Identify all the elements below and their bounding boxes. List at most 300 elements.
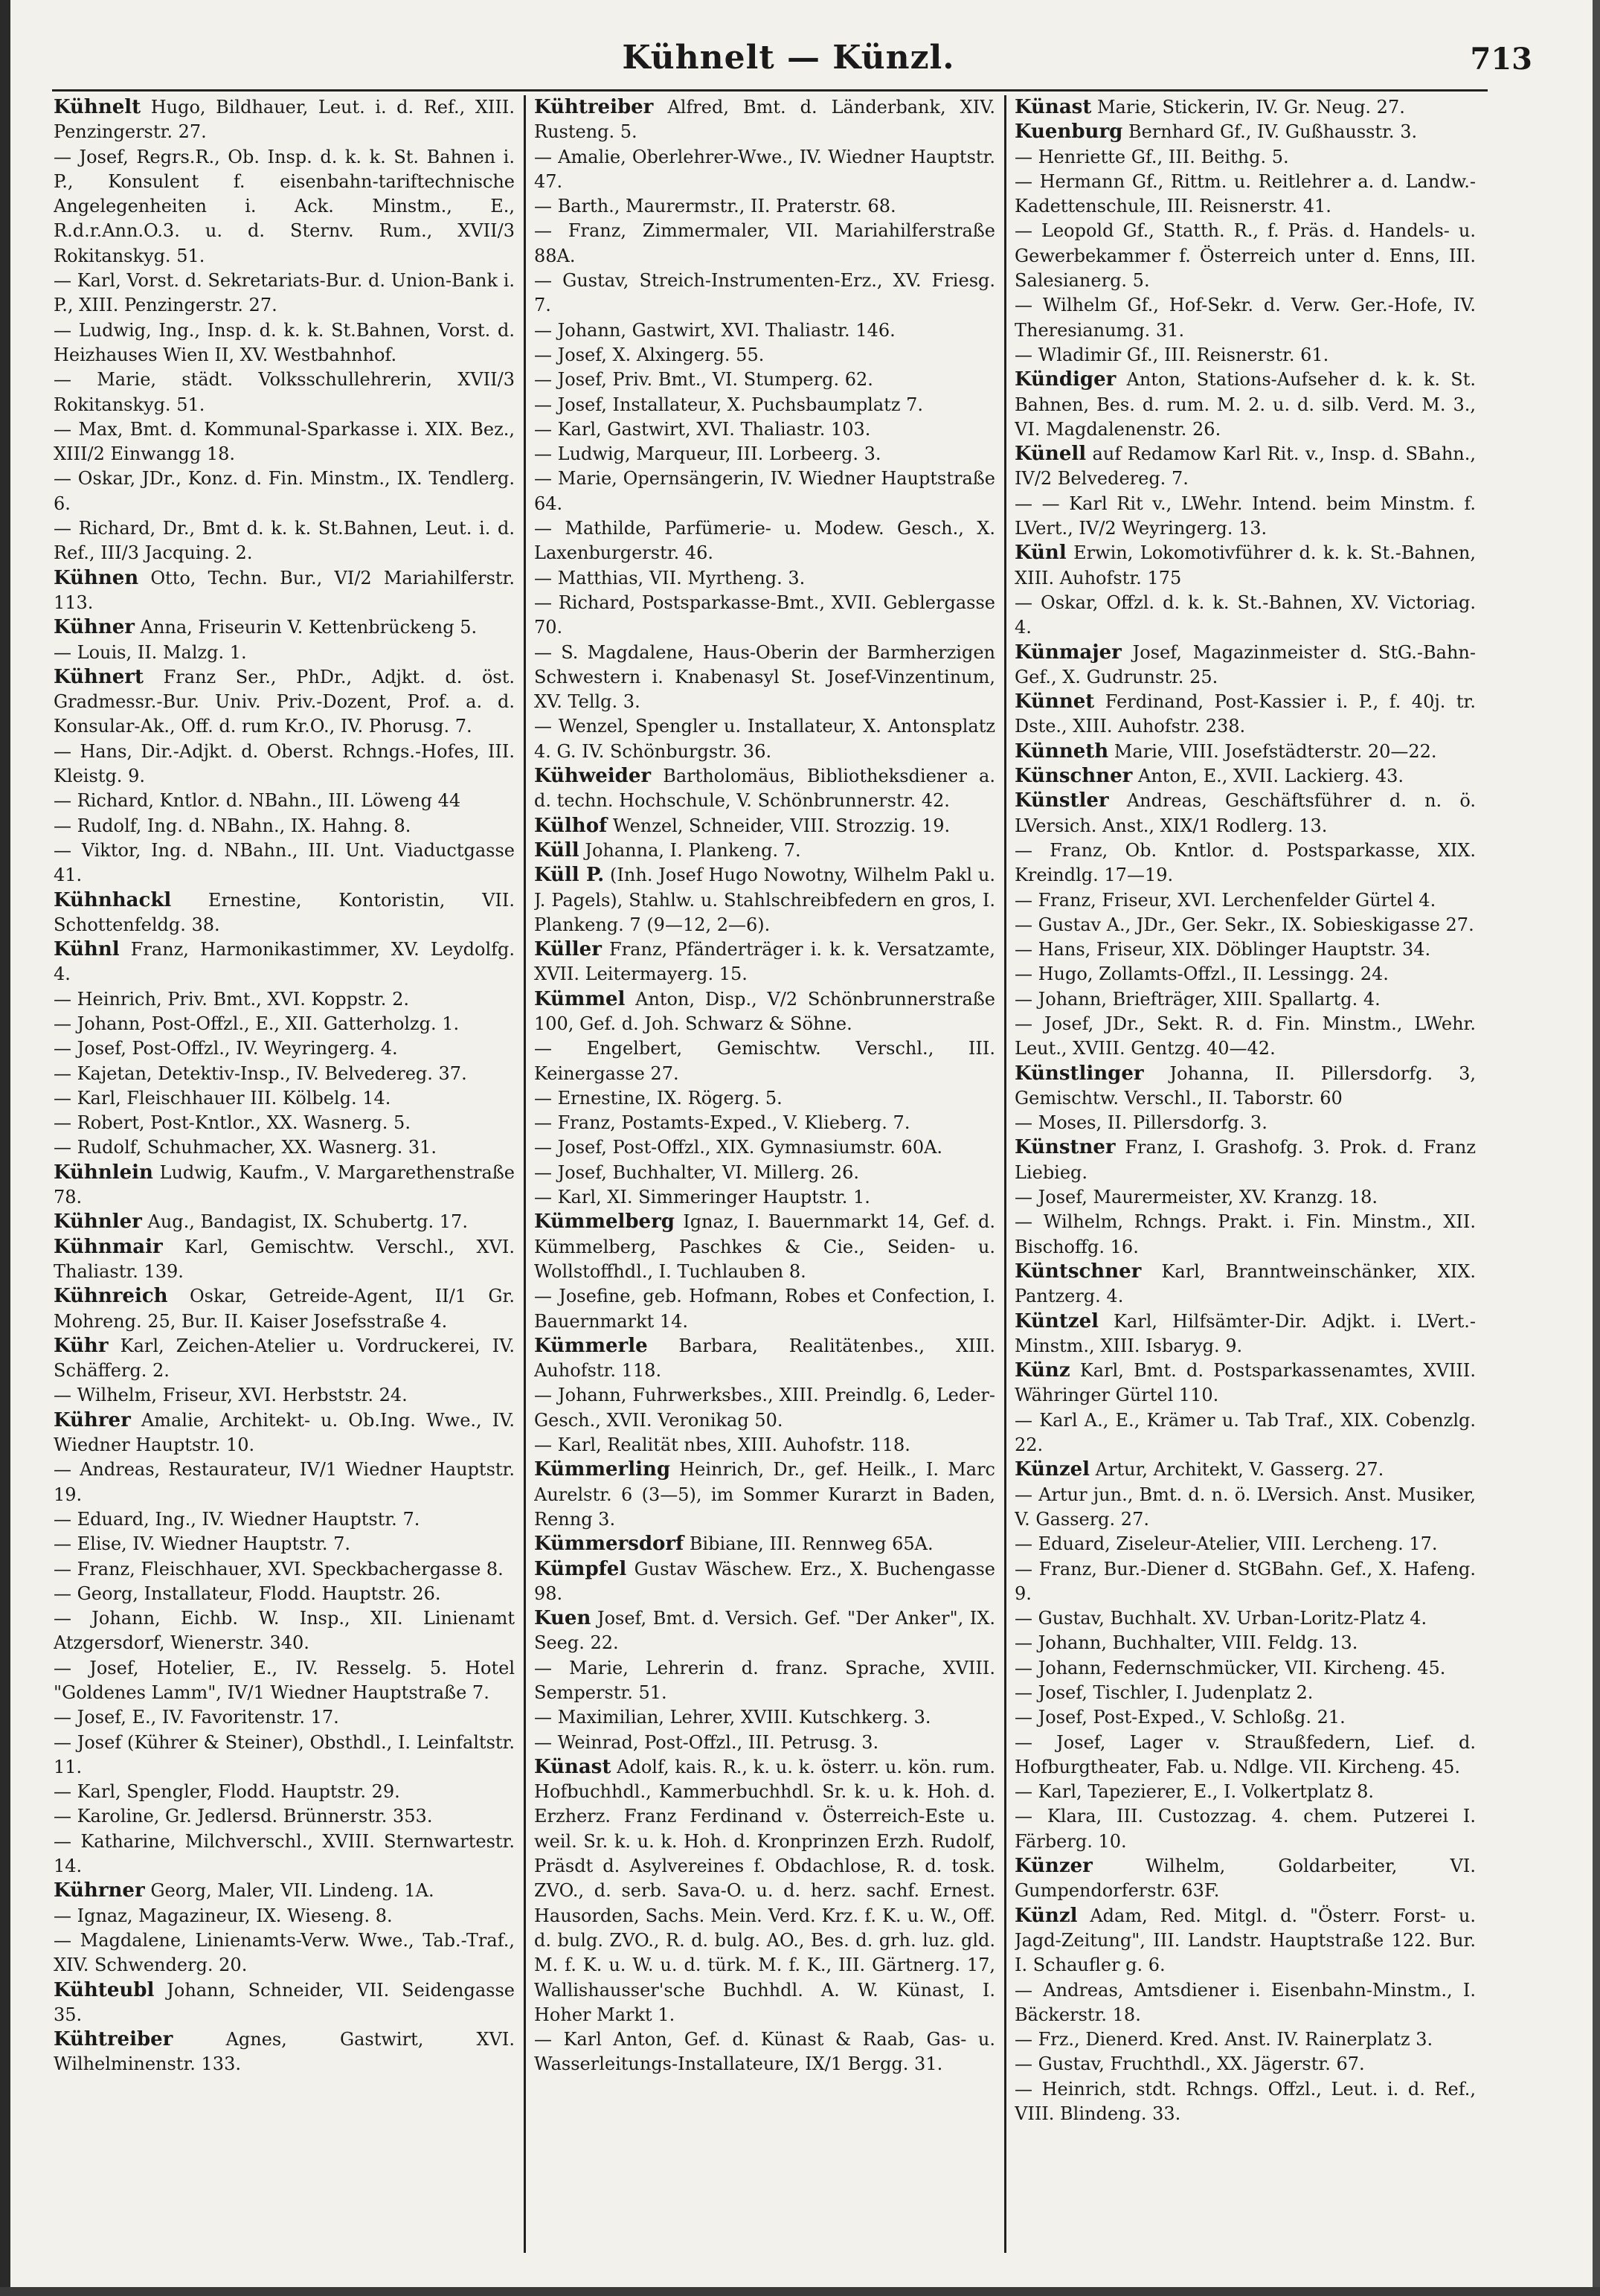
entry-details: — Eduard, Ziseleur-Atelier, VIII. Lercheng. 17. bbox=[1015, 1533, 1438, 1555]
entry-surname: Künz bbox=[1015, 1359, 1070, 1382]
directory-entry bbox=[54, 269, 515, 318]
entry-details: — Hugo, Zollamts-Offzl., II. Lessingg. 24. bbox=[1015, 963, 1389, 985]
entry-details: — Kajetan, Detektiv-Insp., IV. Belvedereg. 37. bbox=[54, 1062, 467, 1084]
entry-details: — Wilhelm, Friseur, XVI. Herbststr. 24. bbox=[54, 1385, 408, 1406]
directory-entry bbox=[534, 1036, 995, 1086]
entry-details: — Katharine, Milchverschl., XVIII. Sternwartestr. 14. bbox=[54, 1830, 515, 1877]
entry-details: Karl, Zeichen-Atelier u. Vordruckerei, IV. Schäfferg. 2. bbox=[54, 1335, 515, 1382]
directory-entry bbox=[1015, 293, 1476, 343]
entry-details: Bernhard Gf., IV. Gußhausstr. 3. bbox=[1122, 121, 1418, 143]
directory-entry bbox=[1015, 1532, 1476, 1556]
directory-entry bbox=[1015, 1260, 1476, 1309]
entry-details: — Josef, E., IV. Favoritenstr. 17. bbox=[54, 1707, 339, 1728]
entry-surname: Kühnreich bbox=[54, 1285, 168, 1308]
entry-surname: Künell bbox=[1015, 443, 1087, 466]
entry-surname: Kühner bbox=[54, 616, 135, 639]
entry-details: Franz, Pfänderträger i. k. k. Versatzamte, XVII. Leitermayerg. 15. bbox=[534, 939, 995, 985]
entry-surname: Kühnen bbox=[54, 566, 139, 589]
entry-details: — Max, Bmt. d. Kommunal-Sparkasse i. XIX. Bez., XIII/2 Einwangg 18. bbox=[54, 418, 515, 465]
directory-entry bbox=[534, 466, 995, 516]
entry-details: — Richard, Kntlor. d. NBahn., III. Löweng 44 bbox=[54, 790, 461, 812]
directory-entry bbox=[54, 1161, 515, 1210]
directory-entry bbox=[534, 2027, 995, 2077]
scan-edge-left bbox=[0, 0, 10, 2296]
directory-entry bbox=[534, 1135, 995, 1160]
entry-details: Marie, VIII. Josefstädterstr. 20—22. bbox=[1108, 740, 1437, 762]
directory-entry bbox=[1015, 1185, 1476, 1210]
entry-surname: Kührer bbox=[54, 1408, 131, 1431]
directory-entry bbox=[54, 1334, 515, 1384]
directory-entry bbox=[1015, 492, 1476, 542]
entry-details: Josef, Bmt. d. Versich. Gef. "Der Anker", IX. Seeg. 22. bbox=[534, 1608, 995, 1654]
directory-entry bbox=[54, 1086, 515, 1111]
entry-surname: Külhof bbox=[534, 814, 608, 837]
directory-entry bbox=[1015, 1606, 1476, 1631]
entry-details: — Karl, Spengler, Flodd. Hauptstr. 29. bbox=[54, 1781, 400, 1803]
entry-details: (Inh. Josef Hugo Nowotny, Wilhelm Pakl u. J. Pagels), Stahlw. u. Stahlschreibfedern en gros, I. Plankeng. 7 (9—12, 2—6). bbox=[534, 865, 995, 935]
entry-details: — Gustav, Buchhalt. XV. Urban-Loritz-Platz 4. bbox=[1015, 1608, 1427, 1629]
entry-details: — Franz, Ob. Kntlor. d. Postsparkasse, XIX. Kreindlg. 17—19. bbox=[1015, 839, 1476, 886]
directory-entry bbox=[534, 1383, 995, 1433]
directory-entry bbox=[534, 219, 995, 269]
entry-details: Johanna, I. Plankeng. 7. bbox=[579, 839, 801, 861]
entry-details: — Josef, Lager v. Straußfedern, Lief. d. Hofburgtheater, Fab. u. Ndlge. VII. Kircheng. 45. bbox=[1015, 1731, 1476, 1777]
directory-entry bbox=[1015, 1483, 1476, 1533]
column-divider-2 bbox=[1004, 95, 1006, 2253]
directory-entry bbox=[54, 1135, 515, 1160]
entry-details: — Josef, JDr., Sekt. R. d. Fin. Minstm., LWehr. Leut., XVIII. Gentzg. 40—42. bbox=[1015, 1013, 1476, 1059]
entry-surname: Kühnl bbox=[54, 938, 120, 961]
entry-details: — Hermann Gf., Rittm. u. Reitlehrer a. d. Landw.-Kadettenschule, III. Reisnerstr. 41. bbox=[1015, 170, 1476, 217]
entry-details: Karl, Bmt. d. Postsparkassenamtes, XVIII. Währinger Gürtel 110. bbox=[1015, 1360, 1476, 1406]
entry-surname: Künzel bbox=[1015, 1458, 1090, 1481]
directory-entry bbox=[534, 566, 995, 591]
entry-details: Oskar, Getreide-Agent, II/1 Gr. Mohreng. 25, Bur. II. Kaiser Josefsstraße 4. bbox=[54, 1286, 515, 1332]
entry-details: Artur, Architekt, V. Gasserg. 27. bbox=[1090, 1459, 1384, 1481]
directory-entry bbox=[1015, 641, 1476, 690]
entry-surname: Kühr bbox=[54, 1334, 109, 1357]
entry-details: — Barth., Maurermstr., II. Praterstr. 68. bbox=[534, 196, 896, 217]
entry-details: — Mathilde, Parfümerie- u. Modew. Gesch., X. Laxenburgerstr. 46. bbox=[534, 518, 995, 564]
entry-details: Aug., Bandagist, IX. Schubertg. 17. bbox=[141, 1211, 468, 1233]
entry-surname: Kühnert bbox=[54, 665, 144, 688]
entry-details: — Karl, XI. Simmeringer Hauptstr. 1. bbox=[534, 1187, 870, 1208]
entry-surname: Kührner bbox=[54, 1879, 145, 1902]
directory-entry bbox=[54, 1284, 515, 1334]
directory-entry bbox=[54, 1383, 515, 1408]
directory-entry bbox=[54, 1062, 515, 1086]
entry-surname: Küller bbox=[534, 938, 602, 961]
directory-entry bbox=[534, 1210, 995, 1284]
entry-details: Wilhelm, Goldarbeiter, VI. Gumpendorferstr. 63F. bbox=[1015, 1856, 1476, 1902]
entry-details: — Matthias, VII. Myrtheng. 3. bbox=[534, 567, 806, 589]
directory-entry bbox=[1015, 1978, 1476, 2028]
directory-entry bbox=[1015, 1681, 1476, 1705]
directory-entry bbox=[1015, 1408, 1476, 1458]
entry-details: — Robert, Post-Kntlor., XX. Wasnerg. 5. bbox=[54, 1112, 411, 1134]
directory-entry bbox=[54, 814, 515, 838]
directory-entry bbox=[1015, 541, 1476, 591]
directory-entry bbox=[534, 1557, 995, 1607]
column-3 bbox=[1015, 95, 1476, 2268]
entry-details: — Wladimir Gf., III. Reisnerstr. 61. bbox=[1015, 344, 1329, 365]
directory-entry bbox=[1015, 368, 1476, 442]
directory-entry bbox=[1015, 1309, 1476, 1359]
entry-details: Anna, Friseurin V. Kettenbrückeng 5. bbox=[134, 617, 478, 638]
directory-entry bbox=[534, 145, 995, 195]
entry-details: Marie, Stickerin, IV. Gr. Neug. 27. bbox=[1091, 97, 1405, 118]
directory-entry bbox=[534, 343, 995, 368]
entry-details: Andreas, Geschäftsführer d. n. ö. LVersich. Anst., XIX/1 Rodlerg. 13. bbox=[1015, 790, 1476, 836]
entry-details: — Amalie, Oberlehrer-Wwe., IV. Wiedner Hauptstr. 47. bbox=[534, 146, 995, 192]
entry-details: — Josef, Priv. Bmt., VI. Stumperg. 62. bbox=[534, 369, 873, 391]
entry-surname: Kündiger bbox=[1015, 368, 1117, 391]
directory-entry bbox=[534, 714, 995, 764]
directory-entry bbox=[54, 1606, 515, 1656]
page-title: Kühnelt — Künzl. bbox=[622, 39, 955, 77]
directory-entry bbox=[534, 194, 995, 219]
directory-entry bbox=[534, 1284, 995, 1334]
entry-details: — — Karl Rit v., LWehr. Intend. beim Minstm. f. LVert., IV/2 Weyringerg. 13. bbox=[1015, 493, 1476, 539]
entry-details: — Henriette Gf., III. Beithg. 5. bbox=[1015, 146, 1289, 167]
directory-entry bbox=[1015, 913, 1476, 937]
entry-details: — Franz, Bur.-Diener d. StGBahn. Gef., X. Hafeng. 9. bbox=[1015, 1558, 1476, 1604]
entry-details: — Wilhelm, Rchngs. Prakt. i. Fin. Minstm., XII. Bischoffg. 16. bbox=[1015, 1211, 1476, 1257]
directory-entry bbox=[54, 987, 515, 1012]
entry-details: — Johann, Gastwirt, XVI. Thaliastr. 146. bbox=[534, 319, 896, 341]
entry-details: — Franz, Friseur, XVI. Lerchenfelder Gürtel 4. bbox=[1015, 889, 1436, 911]
directory-entry bbox=[54, 1780, 515, 1804]
entry-details: — Weinrad, Post-Offzl., III. Petrusg. 3. bbox=[534, 1731, 879, 1753]
directory-entry bbox=[534, 417, 995, 442]
entry-details: — Marie, Lehrerin d. franz. Sprache, XVIII. Semperstr. 51. bbox=[534, 1657, 995, 1703]
directory-entry bbox=[54, 2027, 515, 2077]
scan-edge-bottom bbox=[0, 2287, 1600, 2296]
entry-details: Amalie, Architekt- u. Ob.Ing. Wwe., IV. Wiedner Hauptstr. 10. bbox=[54, 1409, 515, 1456]
directory-entry bbox=[54, 368, 515, 417]
directory-entry bbox=[534, 1458, 995, 1532]
directory-entry bbox=[534, 269, 995, 318]
directory-entry bbox=[54, 566, 515, 616]
directory-entry bbox=[54, 615, 515, 640]
entry-details: — Frz., Dienerd. Kred. Anst. IV. Rainerplatz 3. bbox=[1015, 2029, 1433, 2050]
entry-surname: Kühteubl bbox=[54, 1978, 155, 2001]
entry-details: — Gustav A., JDr., Ger. Sekr., IX. Sobieskigasse 27. bbox=[1015, 914, 1474, 935]
entry-details: — Richard, Postsparkasse-Bmt., XVII. Geblergasse 70. bbox=[534, 591, 995, 638]
directory-entry bbox=[1015, 2077, 1476, 2127]
entry-surname: Küll P. bbox=[534, 864, 605, 887]
directory-entry bbox=[54, 1507, 515, 1532]
entry-surname: Künnet bbox=[1015, 690, 1095, 714]
entry-details: Franz Ser., PhDr., Adjkt. d. öst. Gradmessr.-Bur. Univ. Priv.-Dozent, Prof. a. d. Konsular-Ak., Off. d. rum Kr.O., IV. Phorusg. 7. bbox=[54, 666, 515, 737]
directory-entry bbox=[54, 1731, 515, 1780]
entry-details: Ludwig, Kaufm., V. Margarethenstraße 78. bbox=[54, 1161, 515, 1208]
entry-details: — Elise, IV. Wiedner Hauptstr. 7. bbox=[54, 1533, 351, 1555]
directory-entry bbox=[54, 1458, 515, 1507]
directory-entry bbox=[534, 1433, 995, 1458]
entry-details: — Klara, III. Custozzag. 4. chem. Putzerei I. Färberg. 10. bbox=[1015, 1806, 1476, 1852]
entry-details: Josef, Magazinmeister d. StG.-Bahn-Gef., X. Gudrunstr. 25. bbox=[1015, 641, 1476, 687]
directory-entry bbox=[1015, 1210, 1476, 1260]
entry-surname: Künast bbox=[1015, 96, 1092, 118]
entry-details: — Marie, städt. Volksschullehrerin, XVII/3 Rokitanskyg. 51. bbox=[54, 369, 515, 415]
directory-entry bbox=[54, 516, 515, 566]
entry-details: — Ernestine, IX. Rögerg. 5. bbox=[534, 1087, 783, 1109]
entry-details: — Franz, Fleischhauer, XVI. Speckbachergasse 8. bbox=[54, 1558, 504, 1580]
directory-entry bbox=[1015, 764, 1476, 789]
entry-details: — Leopold Gf., Statth. R., f. Präs. d. Handels- u. Gewerbekammer f. Österreich unter d. Enns, III. Salesianerg. 5. bbox=[1015, 220, 1476, 292]
entry-details: Gustav Wäschew. Erz., X. Buchengasse 98. bbox=[534, 1558, 995, 1604]
entry-details: — Johann, Federnschmücker, VII. Kircheng. 45. bbox=[1015, 1657, 1446, 1678]
entry-details: — Magdalene, Linienamts-Verw. Wwe., Tab.-Traf., XIV. Schwenderg. 20. bbox=[54, 1929, 515, 1976]
entry-details: — Marie, Opernsängerin, IV. Wiedner Hauptstraße 64. bbox=[534, 468, 995, 514]
entry-details: — Louis, II. Malzg. 1. bbox=[54, 641, 247, 663]
directory-entry bbox=[1015, 120, 1476, 144]
entry-details: Wenzel, Schneider, VIII. Strozzig. 19. bbox=[607, 815, 951, 836]
entry-surname: Kühnmair bbox=[54, 1235, 163, 1258]
entry-surname: Künast bbox=[534, 1755, 611, 1778]
directory-entry bbox=[54, 740, 515, 789]
directory-entry bbox=[534, 95, 995, 145]
directory-entry bbox=[54, 95, 515, 145]
directory-entry bbox=[1015, 2052, 1476, 2077]
entry-details: — Karl, Fleischhauer III. Kölbelg. 14. bbox=[54, 1087, 391, 1109]
entry-surname: Künschner bbox=[1015, 765, 1133, 788]
entry-details: Erwin, Lokomotivführer d. k. k. St.-Bahnen, XIII. Auhofstr. 175 bbox=[1015, 542, 1476, 589]
entry-details: — Heinrich, stdt. Rchngs. Offzl., Leut. i. d. Ref., VIII. Blindeng. 33. bbox=[1015, 2078, 1476, 2125]
entry-details: Otto, Techn. Bur., VI/2 Mariahilferstr. 113. bbox=[54, 567, 515, 613]
entry-details: — Heinrich, Priv. Bmt., XVI. Koppstr. 2. bbox=[54, 988, 409, 1010]
directory-entry bbox=[1015, 838, 1476, 888]
directory-entry bbox=[1015, 1111, 1476, 1135]
entry-details: Adolf, kais. R., k. u. k. österr. u. kön. rum. Hofbuchhdl., Kammerbuchhdl. Sr. k. u. k. Hoh. d. Erzherz. Franz Ferdinand v. Österreich-Este u. weil. Sr. k. u. k. Hoh. d. Kronprinzen Erzh. Rudolf, Präsdt d. Asylvereines f. Obdachlose, R. d. tosk. ZVO., d. serb. Sava-O. u. d. herz. sachf. Ernest. Hausorden, Sachs. Mein. Verd. Krz. f. K. u. W., Off. d. bulg. ZVO., R. d. bulg. AO., Bes. d. grh. luz. gld. M. f. K. u. W. u. d. türk. M. f. K., III. Gärtnerg. 17, Wallishausser'sche Buchhdl. A. W. Künast, I. Hoher Markt 1. bbox=[534, 1756, 995, 2025]
directory-entry bbox=[534, 641, 995, 715]
directory-entry bbox=[534, 1086, 995, 1111]
entry-details: — Franz, Zimmermaler, VII. Mariahilferstraße 88A. bbox=[534, 220, 995, 266]
entry-details: — Johann, Fuhrwerksbes., XIII. Preindlg. 6, Leder-Gesch., XVII. Veronikag 50. bbox=[534, 1385, 995, 1431]
entry-details: — Josef, Maurermeister, XV. Kranzg. 18. bbox=[1015, 1187, 1378, 1208]
directory-entry bbox=[1015, 1012, 1476, 1062]
entry-details: Adam, Red. Mitgl. d. "Österr. Forst- u. Jagd-Zeitung", III. Landstr. Hauptstraße 122. Bur. I. Schaufler g. 6. bbox=[1015, 1905, 1476, 1976]
entry-details: Heinrich, Dr., gef. Heilk., I. Marc Aurelstr. 6 (3—5), im Sommer Kurarzt in Baden, Renng 3. bbox=[534, 1459, 995, 1530]
directory-entry bbox=[1015, 987, 1476, 1012]
entry-details: — Engelbert, Gemischtw. Verschl., III. Keinergasse 27. bbox=[534, 1038, 995, 1084]
directory-entry bbox=[534, 1705, 995, 1730]
entry-details: — Josef, Tischler, I. Judenplatz 2. bbox=[1015, 1682, 1314, 1703]
directory-entry bbox=[1015, 1731, 1476, 1780]
entry-details: — Johann, Briefträger, XIII. Spallartg. 4. bbox=[1015, 988, 1381, 1010]
directory-entry bbox=[54, 1210, 515, 1234]
entry-surname: Kühnelt bbox=[54, 96, 141, 118]
entry-details: — Franz, Postamts-Exped., V. Klieberg. 7. bbox=[534, 1112, 910, 1134]
directory-entry bbox=[1015, 690, 1476, 740]
directory-entry bbox=[54, 641, 515, 665]
directory-entry bbox=[54, 318, 515, 368]
entry-details: — Josef, Regrs.R., Ob. Insp. d. k. k. St. Bahnen i. P., Konsulent f. eisenbahn-tariftechnische Angelegenheiten i. Ack. Minstm., E., R.d.r.Ann.O.3. u. d. Sternv. Rum., XVII/3 Rokitanskyg. 51. bbox=[54, 146, 515, 266]
entry-surname: Kuenburg bbox=[1015, 121, 1123, 144]
entry-details: — Johann, Eichb. W. Insp., XII. Linienamt Atzgersdorf, Wienerstr. 340. bbox=[54, 1608, 515, 1654]
entry-surname: Künstler bbox=[1015, 789, 1109, 812]
entry-details: — Rudolf, Ing. d. NBahn., IX. Hahng. 8. bbox=[54, 815, 411, 836]
entry-details: — Gustav, Streich-Instrumenten-Erz., XV. Friesg. 7. bbox=[534, 270, 995, 316]
entry-surname: Kühnhackl bbox=[54, 888, 172, 911]
directory-entry bbox=[54, 789, 515, 813]
entry-surname: Künstlinger bbox=[1015, 1062, 1144, 1085]
directory-entry bbox=[54, 937, 515, 987]
entry-details: — Josef, X. Alxingerg. 55. bbox=[534, 344, 765, 365]
entry-details: — Viktor, Ing. d. NBahn., III. Unt. Viaductgasse 41. bbox=[54, 839, 515, 886]
entry-details: — S. Magdalene, Haus-Oberin der Barmherzigen Schwestern i. Knabenasyl St. Josef-Vinzentinum, XV. Tellg. 3. bbox=[534, 641, 995, 713]
entry-details: — Wenzel, Spengler u. Installateur, X. Antonsplatz 4. G. IV. Schönburgstr. 36. bbox=[534, 716, 995, 762]
entry-details: — Josef (Kührer & Steiner), Obsthdl., I. Leinfaltstr. 11. bbox=[54, 1731, 515, 1777]
entry-details: Johanna, II. Pillersdorfg. 3, Gemischtw. Verschl., II. Taborstr. 60 bbox=[1015, 1062, 1476, 1109]
entry-details: — Josef, Post-Offzl., IV. Weyringerg. 4. bbox=[54, 1038, 398, 1059]
directory-entry bbox=[534, 516, 995, 566]
directory-entry bbox=[534, 1334, 995, 1384]
directory-entry bbox=[1015, 1904, 1476, 1978]
entry-details: — Ludwig, Marqueur, III. Lorbeerg. 3. bbox=[534, 443, 881, 465]
entry-details: Georg, Maler, VII. Lindeng. 1A. bbox=[144, 1880, 434, 1902]
entry-details: Johann, Schneider, VII. Seidengasse 35. bbox=[54, 1979, 515, 2025]
directory-entry bbox=[54, 1904, 515, 1928]
entry-surname: Kühweider bbox=[534, 765, 652, 788]
entry-details: Ferdinand, Post-Kassier i. P., f. 40j. tr. Dste., XIII. Auhofstr. 238. bbox=[1015, 691, 1476, 737]
directory-entry bbox=[54, 1978, 515, 2028]
entry-details: — Oskar, Offzl. d. k. k. St.-Bahnen, XV. Victoriag. 4. bbox=[1015, 591, 1476, 638]
directory-entry bbox=[534, 863, 995, 937]
entry-surname: Künzer bbox=[1015, 1855, 1093, 1878]
entry-surname: Kümpfel bbox=[534, 1557, 627, 1580]
scan-edge-right bbox=[1593, 0, 1600, 2296]
directory-entry bbox=[534, 1161, 995, 1185]
directory-entry bbox=[54, 417, 515, 467]
entry-details: — Josefine, geb. Hofmann, Robes et Confection, I. Bauernmarkt 14. bbox=[534, 1286, 995, 1332]
entry-surname: Kümmerle bbox=[534, 1334, 648, 1357]
entry-details: — Artur jun., Bmt. d. n. ö. LVersich. Anst. Musiker, V. Gasserg. 27. bbox=[1015, 1484, 1476, 1530]
directory-entry bbox=[1015, 1062, 1476, 1112]
entry-surname: Kümmel bbox=[534, 987, 626, 1010]
directory-entry bbox=[1015, 95, 1476, 120]
entry-surname: Kühnler bbox=[54, 1210, 142, 1234]
entry-surname: Kümmersdorf bbox=[534, 1533, 684, 1556]
entry-details: — Rudolf, Schuhmacher, XX. Wasnerg. 31. bbox=[54, 1137, 437, 1158]
directory-entry bbox=[534, 987, 995, 1037]
header-rule bbox=[52, 89, 1488, 92]
directory-entry bbox=[54, 1582, 515, 1606]
directory-entry bbox=[534, 1731, 995, 1755]
entry-surname: Kühtreiber bbox=[534, 96, 654, 118]
entry-details: — Maximilian, Lehrer, XVIII. Kutschkerg. 3. bbox=[534, 1707, 931, 1728]
entry-details: Ernestine, Kontoristin, VII. Schottenfeldg. 38. bbox=[54, 889, 515, 935]
directory-entry bbox=[534, 1606, 995, 1656]
directory-entry bbox=[1015, 937, 1476, 962]
directory-entry bbox=[54, 1928, 515, 1978]
directory-entry bbox=[54, 1235, 515, 1285]
entry-details: Hugo, Bildhauer, Leut. i. d. Ref., XIII. Penzingerstr. 27. bbox=[54, 97, 515, 143]
directory-entry bbox=[1015, 1705, 1476, 1730]
directory-entry bbox=[1015, 962, 1476, 987]
entry-surname: Küntzel bbox=[1015, 1309, 1099, 1333]
directory-entry bbox=[1015, 343, 1476, 368]
entry-details: — Richard, Dr., Bmt d. k. k. St.Bahnen, Leut. i. d. Ref., III/3 Jacquing. 2. bbox=[54, 518, 515, 564]
directory-entry bbox=[1015, 145, 1476, 170]
directory-entry bbox=[534, 1185, 995, 1210]
directory-entry bbox=[534, 1656, 995, 1706]
directory-entry bbox=[534, 1111, 995, 1135]
entry-details: — Josef, Buchhalter, VI. Millerg. 26. bbox=[534, 1161, 860, 1183]
directory-entry bbox=[1015, 740, 1476, 764]
directory-entry bbox=[54, 1804, 515, 1829]
entry-details: — Hans, Friseur, XIX. Döblinger Hauptstr. 34. bbox=[1015, 939, 1431, 961]
entry-details: — Eduard, Ing., IV. Wiedner Hauptstr. 7. bbox=[54, 1508, 420, 1530]
directory-entry bbox=[1015, 1854, 1476, 1904]
entry-details: — Johann, Post-Offzl., E., XII. Gatterholzg. 1. bbox=[54, 1013, 460, 1034]
directory-entry bbox=[54, 1012, 515, 1036]
entry-details: — Ludwig, Ing., Insp. d. k. k. St.Bahnen, Vorst. d. Heizhauses Wien II, XV. Westbahnhof. bbox=[54, 319, 515, 365]
entry-surname: Künmajer bbox=[1015, 641, 1122, 664]
directory-entry bbox=[1015, 1135, 1476, 1185]
column-divider-1 bbox=[524, 95, 526, 2253]
directory-entry bbox=[1015, 1458, 1476, 1482]
entry-details: — Karoline, Gr. Jedlersd. Brünnerstr. 353. bbox=[54, 1806, 433, 1827]
directory-entry bbox=[1015, 170, 1476, 219]
entry-details: Karl, Hilfsämter-Dir. Adjkt. i. LVert.-Minstm., XIII. Isbaryg. 9. bbox=[1015, 1310, 1476, 1356]
directory-entry bbox=[534, 442, 995, 466]
directory-entry bbox=[1015, 1780, 1476, 1804]
column-2 bbox=[534, 95, 995, 2268]
directory-entry bbox=[54, 1656, 515, 1706]
entry-details: — Andreas, Amtsdiener i. Eisenbahn-Minstm., I. Bäckerstr. 18. bbox=[1015, 1979, 1476, 2025]
directory-entry bbox=[54, 665, 515, 740]
directory-entry bbox=[534, 1755, 995, 2027]
directory-entry bbox=[534, 591, 995, 641]
entry-details: Anton, Disp., V/2 Schönbrunnerstraße 100, Gef. d. Joh. Schwarz & Söhne. bbox=[534, 988, 995, 1034]
entry-details: Karl, Gemischtw. Verschl., XVI. Thaliastr. 139. bbox=[54, 1236, 515, 1282]
entry-details: — Karl, Gastwirt, XVI. Thaliastr. 103. bbox=[534, 418, 871, 440]
entry-details: — Karl, Vorst. d. Sekretariats-Bur. d. Union-Bank i. P., XIII. Penzingerstr. 27. bbox=[54, 270, 515, 316]
column-1 bbox=[54, 95, 515, 2268]
entry-details: Karl, Branntweinschänker, XIX. Pantzerg. 4. bbox=[1015, 1260, 1476, 1307]
entry-details: — Josef, Installateur, X. Puchsbaumplatz 7. bbox=[534, 394, 923, 415]
entry-details: — Josef, Hotelier, E., IV. Resselg. 5. Hotel "Goldenes Lamm", IV/1 Wiedner Hauptstraße 7. bbox=[54, 1657, 515, 1703]
directory-entry bbox=[1015, 1359, 1476, 1408]
directory-entry bbox=[1015, 1656, 1476, 1681]
directory-entry bbox=[54, 1557, 515, 1582]
entry-details: — Georg, Installateur, Flodd. Hauptstr. 26. bbox=[54, 1582, 441, 1604]
directory-entry bbox=[1015, 1804, 1476, 1854]
entry-details: — Ignaz, Magazineur, IX. Wieseng. 8. bbox=[54, 1905, 393, 1926]
entry-details: — Wilhelm Gf., Hof-Sekr. d. Verw. Ger.-Hofe, IV. Theresianumg. 31. bbox=[1015, 295, 1476, 341]
directory-entry bbox=[534, 318, 995, 343]
entry-surname: Kühtreiber bbox=[54, 2028, 173, 2051]
directory-entry bbox=[54, 1705, 515, 1730]
entry-details: — Johann, Buchhalter, VIII. Feldg. 13. bbox=[1015, 1632, 1358, 1654]
directory-entry bbox=[54, 466, 515, 516]
directory-entry bbox=[54, 1111, 515, 1135]
entry-surname: Künstner bbox=[1015, 1136, 1116, 1159]
entry-surname: Küll bbox=[534, 838, 579, 862]
entry-details: — Karl Anton, Gef. d. Künast & Raab, Gas- u. Wasserleitungs-Installateure, IX/1 Bergg. 31. bbox=[534, 2029, 995, 2075]
entry-details: — Gustav, Fruchthdl., XX. Jägerstr. 67. bbox=[1015, 2053, 1365, 2075]
directory-entry bbox=[1015, 591, 1476, 641]
directory-entry bbox=[1015, 219, 1476, 293]
entry-details: — Josef, Post-Offzl., XIX. Gymnasiumstr. 60A. bbox=[534, 1137, 943, 1158]
entry-details: — Moses, II. Pillersdorfg. 3. bbox=[1015, 1112, 1268, 1134]
directory-entry bbox=[54, 1532, 515, 1556]
entry-details: — Josef, Post-Exped., V. Schloßg. 21. bbox=[1015, 1707, 1346, 1728]
directory-entry bbox=[54, 1830, 515, 1879]
directory-entry bbox=[1015, 442, 1476, 492]
